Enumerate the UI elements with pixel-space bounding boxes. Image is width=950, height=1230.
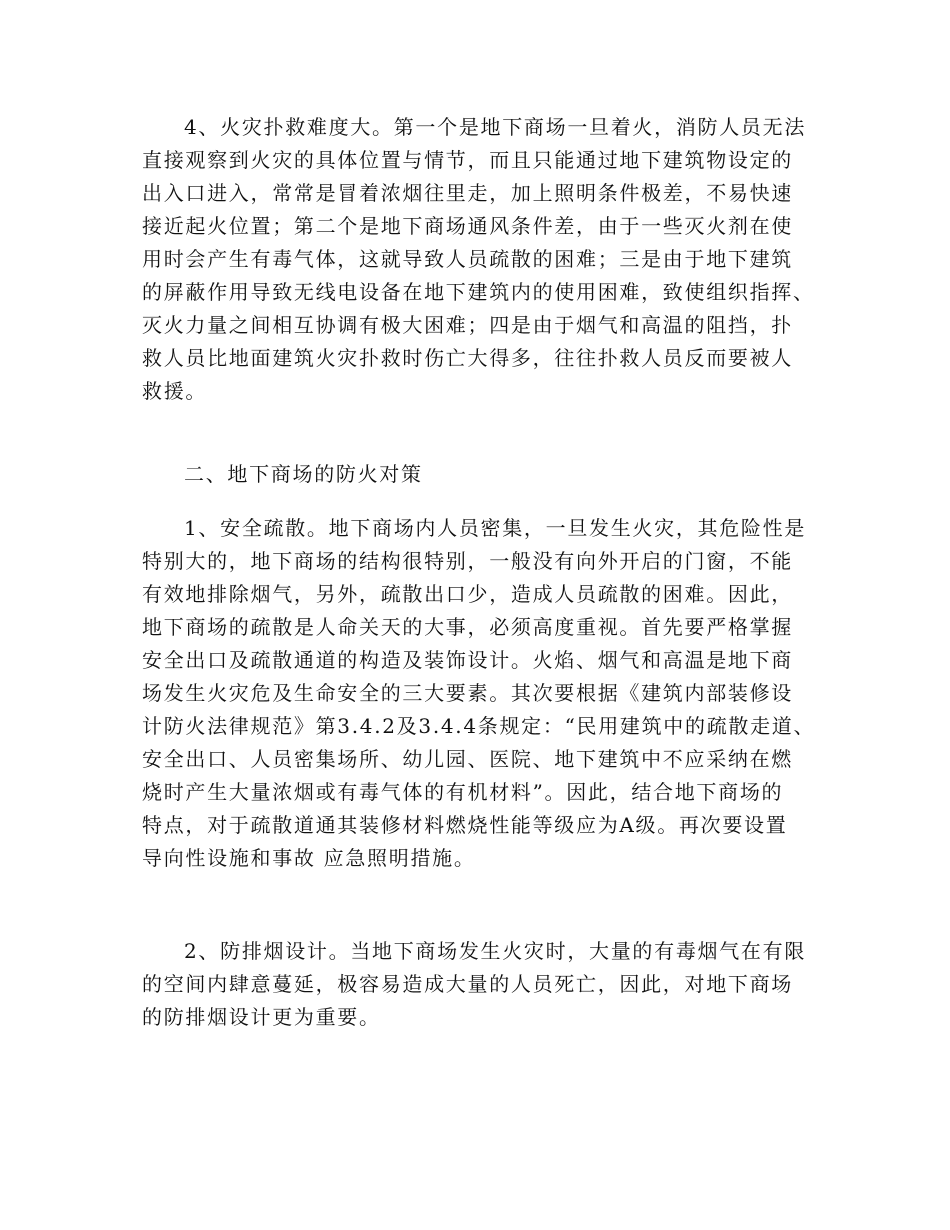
text-line: 的空间内肆意蔓延，极容易造成大量的人员死亡，因此，对地下商场 [142,972,793,996]
text-line: 4、火灾扑救难度大。第一个是地下商场一旦着火，消防人员无法 [184,115,807,139]
paragraph-safe-evacuation [142,512,822,875]
text-line: 灭火力量之间相互协调有极大困难；四是由于烟气和高温的阻挡，扑 [142,313,793,337]
text-line: 场发生火灾危及生命安全的三大要素。其次要根据《建筑内部装修设 [142,681,793,705]
section-heading [142,458,822,491]
text-line: 用时会产生有毒气体，这就导致人员疏散的困难；三是由于地下建筑 [142,247,793,271]
text-line: 出入口进入，常常是冒着浓烟往里走，加上照明条件极差，不易快速 [142,181,793,205]
text-line: 1、安全疏散。地下商场内人员密集，一旦发生火灾，其危险性是 [184,516,807,540]
text-line: 地下商场的疏散是人命关天的大事，必须高度重视。首先要严格掌握 [142,615,793,639]
text-line: 烧时产生大量浓烟或有毒气体的有机材料”。因此，结合地下商场的 [142,780,784,804]
paragraph-smoke-control [142,935,822,1034]
text-line: 的防排烟设计更为重要。 [142,1005,381,1029]
text-line: 计防火法律规范》第3.4.2及3.4.4条规定：“民用建筑中的疏散走道、 [142,714,816,738]
text-line: 有效地排除烟气，另外，疏散出口少，造成人员疏散的困难。因此， [142,582,793,606]
text-line: 特点，对于疏散道通其装修材料燃烧性能等级应为A级。再次要设置 [142,813,788,837]
text-line: 的屏蔽作用导致无线电设备在地下建筑内的使用困难，致使组织指挥、 [142,280,815,304]
text-line: 接近起火位置；第二个是地下商场通风条件差，由于一些灭火剂在使 [142,214,793,238]
text-line: 救人员比地面建筑火灾扑救时伤亡大得多，往往扑救人员反而要被人 [142,346,793,370]
text-line: 安全出口、人员密集场所、幼儿园、医院、地下建筑中不应采纳在燃 [142,747,793,771]
text-line: 导向性设施和事故 应急照明措施。 [142,846,476,870]
text-line: 2、防排烟设计。当地下商场发生火灾时，大量的有毒烟气在有限 [184,939,807,963]
text-line: 安全出口及疏散通道的构造及装饰设计。火焰、烟气和高温是地下商 [142,648,793,672]
text-line: 救援。 [142,379,208,403]
text-line: 直接观察到火灾的具体位置与情节，而且只能通过地下建筑物设定的 [142,148,793,172]
paragraph-fire-fighting-difficulty [142,111,822,408]
text-line: 特别大的，地下商场的结构很特别，一般没有向外开启的门窗，不能 [142,549,793,573]
section-heading-text: 二、地下商场的防火对策 [184,462,423,486]
